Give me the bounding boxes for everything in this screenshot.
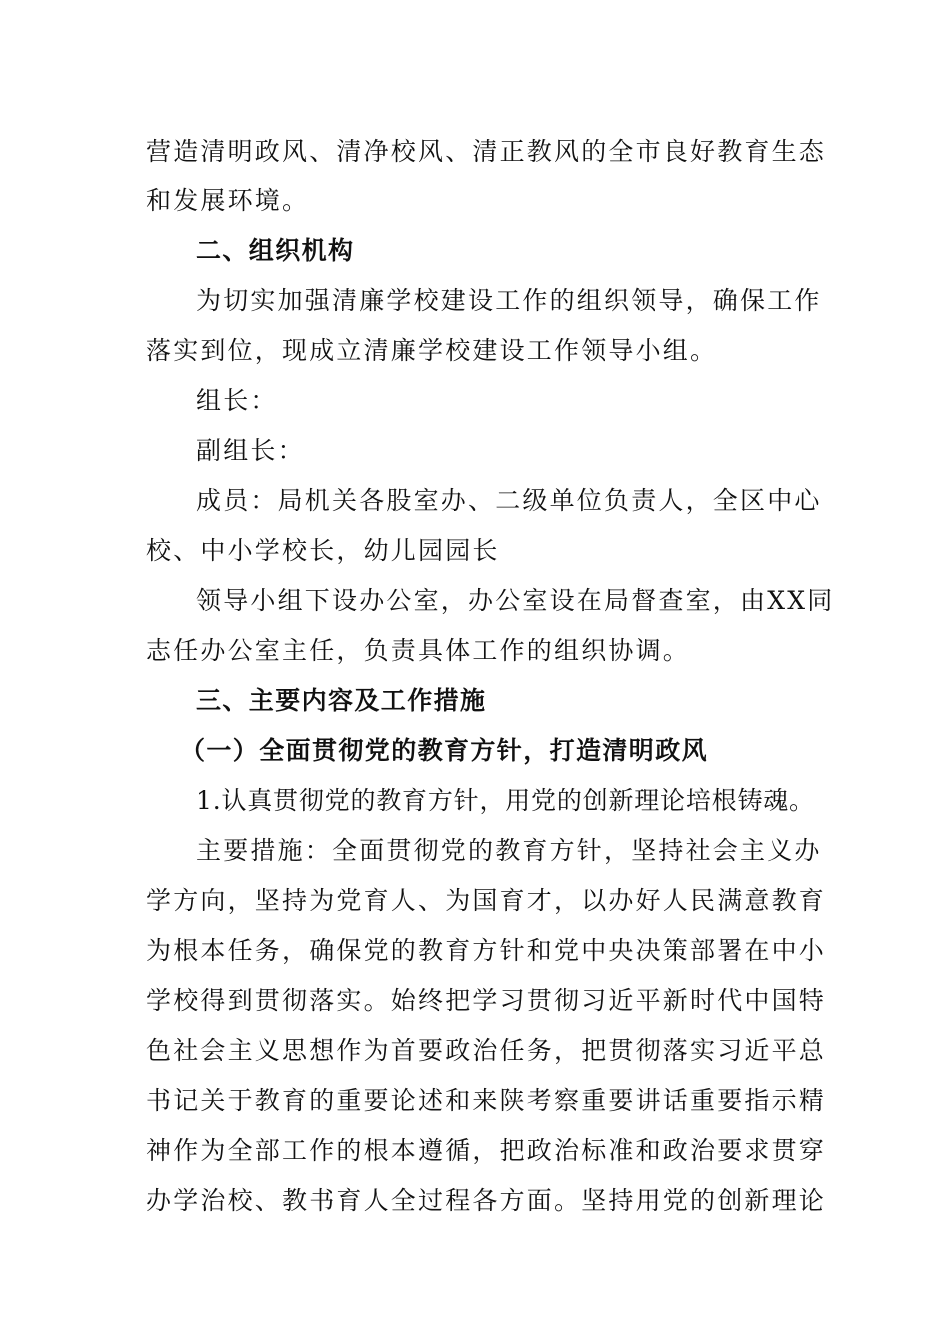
paragraph-line: 主要措施：全面贯彻党的教育方针，坚持社会主义办 [196, 836, 822, 865]
numbered-item: 1.认真贯彻党的教育方针，用党的创新理论培根铸魂。 [196, 786, 815, 815]
paragraph-line: 学方向，坚持为党育人、为国育才，以办好人民满意教育 [146, 886, 827, 915]
paragraph-line: 为切实加强清廉学校建设工作的组织领导，确保工作 [196, 286, 822, 315]
paragraph-line: 领导小组下设办公室，办公室设在局督查室，由XX同 [196, 586, 835, 615]
paragraph-line: 色社会主义思想作为首要政治任务，把贯彻落实习近平总 [146, 1036, 827, 1065]
members-line: 成员：局机关各股室办、二级单位负责人，全区中心 [196, 486, 822, 515]
section-heading: 三、主要内容及工作措施 [196, 686, 487, 715]
paragraph-line: 书记关于教育的重要论述和来陕考察重要讲话重要指示精 [146, 1086, 827, 1115]
section-heading: 二、组织机构 [196, 236, 355, 265]
paragraph-line: 学校得到贯彻落实。始终把学习贯彻习近平新时代中国特 [146, 986, 827, 1015]
paragraph-line: 志任办公室主任，负责具体工作的组织协调。 [146, 636, 691, 665]
paragraph-line: 和发展环境。 [146, 186, 310, 215]
paragraph-line: 校、中小学校长，幼儿园园长 [146, 536, 500, 565]
paragraph-line: 为根本任务，确保党的教育方针和党中央决策部署在中小 [146, 936, 827, 965]
paragraph-line: 营造清明政风、清净校风、清正教风的全市良好教育生态 [146, 137, 827, 166]
subsection-heading: （一）全面贯彻党的教育方针，打造清明政风 [180, 736, 709, 765]
paragraph-line: 神作为全部工作的根本遵循，把政治标准和政治要求贯穿 [146, 1136, 827, 1165]
deputy-leader-label: 副组长： [196, 436, 305, 465]
paragraph-line: 办学治校、教书育人全过程各方面。坚持用党的创新理论 [146, 1186, 827, 1215]
leader-label: 组长： [196, 386, 278, 415]
paragraph-line: 落实到位，现成立清廉学校建设工作领导小组。 [146, 336, 718, 365]
